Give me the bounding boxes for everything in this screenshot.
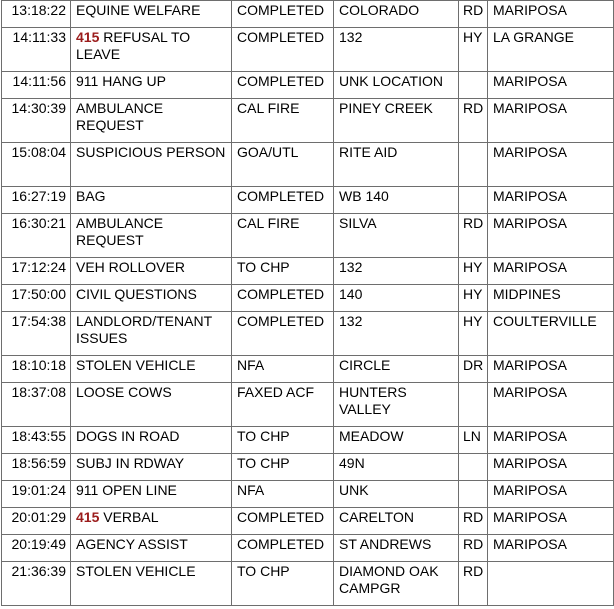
table-row (2, 481, 614, 508)
city-cell: COULTERVILLE (488, 312, 614, 356)
table-row (2, 508, 614, 535)
time-cell: 18:43:55 (2, 427, 71, 454)
status-cell: COMPLETED (232, 1, 334, 28)
time-cell: 14:11:56 (2, 72, 71, 99)
status-cell: FAXED ACF (232, 383, 334, 427)
status-cell: TO CHP (232, 258, 334, 285)
status-cell: CAL FIRE (232, 99, 334, 143)
table-row (2, 454, 614, 481)
street-suffix-cell: HY (459, 312, 488, 356)
street-suffix-cell: LN (459, 427, 488, 454)
status-cell: GOA/UTL (232, 143, 334, 187)
table-row (2, 1, 614, 28)
location-cell: UNK LOCATION (334, 72, 459, 99)
time-cell: 21:36:39 (2, 562, 71, 606)
city-cell: MARIPOSA (488, 454, 614, 481)
incident-type-label: SUSPICIOUS PERSON (76, 144, 226, 160)
incident-type-label: VEH ROLLOVER (76, 259, 185, 275)
incident-type-label: CIVIL QUESTIONS (76, 286, 197, 302)
street-suffix-cell (459, 454, 488, 481)
time-cell: 16:30:21 (2, 214, 71, 258)
incident-type-label: DOGS IN ROAD (76, 428, 180, 444)
incident-type-label: VERBAL (99, 509, 159, 525)
incident-type-cell (71, 454, 232, 481)
incident-type-label: LOOSE COWS (76, 384, 172, 400)
status-cell: TO CHP (232, 427, 334, 454)
location-cell: 132 (334, 312, 459, 356)
street-suffix-cell: RD (459, 535, 488, 562)
location-cell: COLORADO (334, 1, 459, 28)
street-suffix-cell: RD (459, 214, 488, 258)
incident-type-cell (71, 28, 232, 72)
incident-type-label: BAG (76, 188, 106, 204)
incident-type-cell (71, 562, 232, 606)
incident-type-cell (71, 258, 232, 285)
street-suffix-cell: RD (459, 562, 488, 606)
location-cell: CIRCLE (334, 356, 459, 383)
time-cell: 17:50:00 (2, 285, 71, 312)
table-row (2, 427, 614, 454)
status-cell: COMPLETED (232, 535, 334, 562)
city-cell: MARIPOSA (488, 72, 614, 99)
city-cell: MARIPOSA (488, 1, 614, 28)
city-cell (488, 562, 614, 606)
street-suffix-cell: RD (459, 1, 488, 28)
status-cell: COMPLETED (232, 187, 334, 214)
city-cell: MARIPOSA (488, 143, 614, 187)
city-cell: MARIPOSA (488, 535, 614, 562)
incident-type-label: LANDLORD/TENANT ISSUES (76, 313, 212, 346)
incident-code: 415 (76, 29, 100, 45)
incident-type-label: 911 HANG UP (76, 73, 166, 89)
incident-type-cell (71, 1, 232, 28)
time-cell: 14:30:39 (2, 99, 71, 143)
table-row (2, 356, 614, 383)
table-row (2, 187, 614, 214)
table-row (2, 562, 614, 606)
incident-type-cell (71, 508, 232, 535)
city-cell: MIDPINES (488, 285, 614, 312)
incident-type-cell (71, 312, 232, 356)
city-cell: MARIPOSA (488, 187, 614, 214)
incident-type-cell (71, 481, 232, 508)
incident-type-label: REFUSAL TO LEAVE (76, 29, 191, 62)
incident-type-label: STOLEN VEHICLE (76, 357, 196, 373)
status-cell: COMPLETED (232, 72, 334, 99)
street-suffix-cell: HY (459, 258, 488, 285)
city-cell: MARIPOSA (488, 481, 614, 508)
city-cell: MARIPOSA (488, 99, 614, 143)
incident-type-label: AGENCY ASSIST (76, 536, 188, 552)
time-cell: 15:08:04 (2, 143, 71, 187)
status-cell: COMPLETED (232, 28, 334, 72)
city-cell: MARIPOSA (488, 508, 614, 535)
incident-type-cell (71, 356, 232, 383)
location-cell: CARELTON (334, 508, 459, 535)
table-row (2, 258, 614, 285)
location-cell: 49N (334, 454, 459, 481)
incident-type-cell (71, 187, 232, 214)
status-cell: COMPLETED (232, 285, 334, 312)
city-cell: MARIPOSA (488, 214, 614, 258)
city-cell: MARIPOSA (488, 383, 614, 427)
location-cell: WB 140 (334, 187, 459, 214)
time-cell: 18:56:59 (2, 454, 71, 481)
time-cell: 17:54:38 (2, 312, 71, 356)
location-cell: ST ANDREWS (334, 535, 459, 562)
status-cell: COMPLETED (232, 312, 334, 356)
city-cell: MARIPOSA (488, 356, 614, 383)
table-row (2, 312, 614, 356)
table-row (2, 535, 614, 562)
city-cell: MARIPOSA (488, 258, 614, 285)
incident-type-cell (71, 72, 232, 99)
time-cell: 13:18:22 (2, 1, 71, 28)
incident-type-label: EQUINE WELFARE (76, 2, 201, 18)
incident-type-label: AMBULANCE REQUEST (76, 215, 164, 248)
incident-type-label: STOLEN VEHICLE (76, 563, 196, 579)
incident-type-cell (71, 383, 232, 427)
incident-type-cell (71, 535, 232, 562)
incident-log-body (2, 1, 614, 606)
city-cell: MARIPOSA (488, 427, 614, 454)
incident-type-cell (71, 285, 232, 312)
status-cell: COMPLETED (232, 508, 334, 535)
time-cell: 18:37:08 (2, 383, 71, 427)
location-cell: HUNTERS VALLEY (334, 383, 459, 427)
incident-type-cell (71, 143, 232, 187)
incident-log-table (1, 0, 614, 606)
location-cell: 132 (334, 258, 459, 285)
location-cell: RITE AID (334, 143, 459, 187)
incident-type-cell (71, 214, 232, 258)
time-cell: 16:27:19 (2, 187, 71, 214)
status-cell: CAL FIRE (232, 214, 334, 258)
incident-type-label: SUBJ IN RDWAY (76, 455, 185, 471)
street-suffix-cell: HY (459, 285, 488, 312)
time-cell: 18:10:18 (2, 356, 71, 383)
time-cell: 20:01:29 (2, 508, 71, 535)
incident-type-cell (71, 99, 232, 143)
street-suffix-cell (459, 187, 488, 214)
status-cell: TO CHP (232, 454, 334, 481)
location-cell: PINEY CREEK (334, 99, 459, 143)
city-cell: LA GRANGE (488, 28, 614, 72)
location-cell: 132 (334, 28, 459, 72)
street-suffix-cell (459, 72, 488, 99)
time-cell: 20:19:49 (2, 535, 71, 562)
table-row (2, 383, 614, 427)
incident-type-label: 911 OPEN LINE (76, 482, 177, 498)
incident-type-label: AMBULANCE REQUEST (76, 100, 164, 133)
time-cell: 14:11:33 (2, 28, 71, 72)
table-row (2, 143, 614, 187)
location-cell: DIAMOND OAK CAMPGR (334, 562, 459, 606)
time-cell: 17:12:24 (2, 258, 71, 285)
table-row (2, 214, 614, 258)
table-row (2, 99, 614, 143)
street-suffix-cell (459, 143, 488, 187)
street-suffix-cell: DR (459, 356, 488, 383)
location-cell: 140 (334, 285, 459, 312)
table-row (2, 72, 614, 99)
incident-type-cell (71, 427, 232, 454)
table-row (2, 285, 614, 312)
status-cell: TO CHP (232, 562, 334, 606)
location-cell: UNK (334, 481, 459, 508)
street-suffix-cell: RD (459, 508, 488, 535)
incident-code: 415 (76, 509, 100, 525)
status-cell: NFA (232, 481, 334, 508)
time-cell: 19:01:24 (2, 481, 71, 508)
street-suffix-cell: HY (459, 28, 488, 72)
table-row (2, 28, 614, 72)
street-suffix-cell (459, 383, 488, 427)
location-cell: SILVA (334, 214, 459, 258)
street-suffix-cell: RD (459, 99, 488, 143)
status-cell: NFA (232, 356, 334, 383)
street-suffix-cell (459, 481, 488, 508)
location-cell: MEADOW (334, 427, 459, 454)
